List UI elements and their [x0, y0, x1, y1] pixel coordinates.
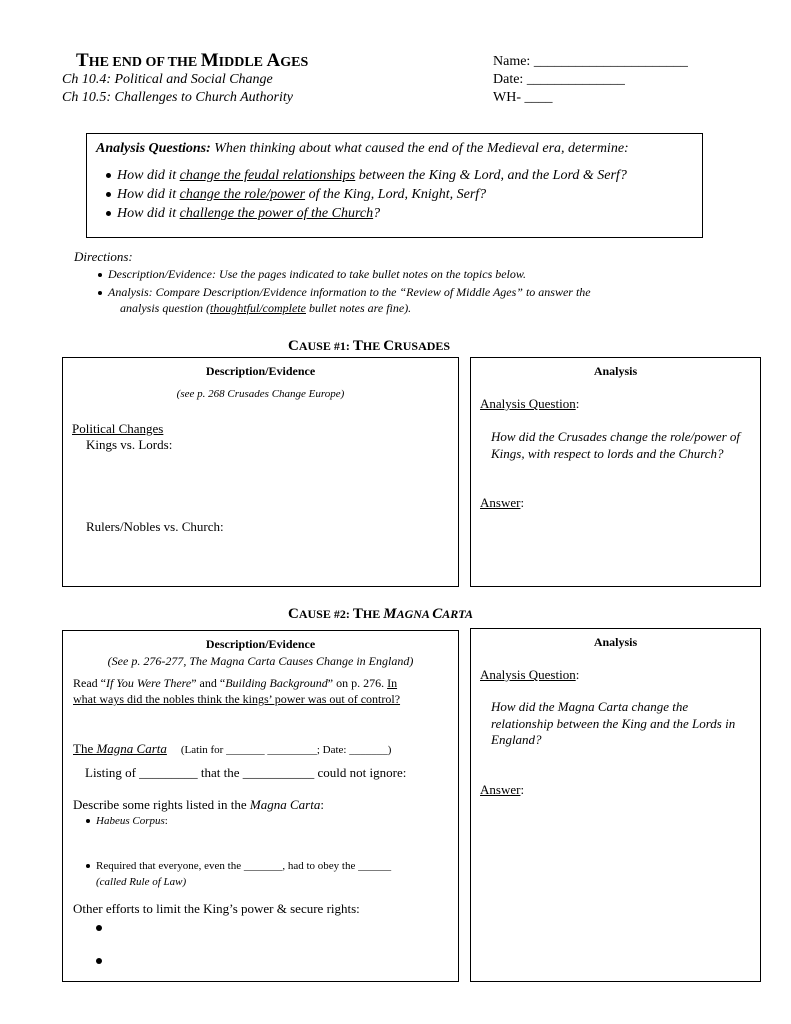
- bullet-icon: [106, 211, 111, 216]
- other-efforts-line: Other efforts to limit the King’s power & secure rights:: [73, 901, 360, 916]
- name-field[interactable]: Name: ______________________: [493, 54, 688, 69]
- bullet-icon: [86, 864, 90, 868]
- date-field[interactable]: Date: ______________: [493, 72, 625, 87]
- bullet-icon: [106, 173, 111, 178]
- direction-1: Description/Evidence: Use the pages indicated to take bullet notes on the topics below.: [98, 267, 526, 282]
- cause-1-analysis-question-label: Analysis Question:: [480, 396, 580, 411]
- cause-1-analysis-title: Analysis: [593, 364, 638, 378]
- wh-field[interactable]: WH- ____: [493, 90, 553, 105]
- cause-2-analysis-question-label: Analysis Question:: [480, 667, 580, 682]
- cause-1-answer-label: Answer:: [480, 495, 525, 510]
- direction-2: Analysis: Compare Description/Evidence information to the “Review of Middle Ages” to answer the: [98, 285, 591, 300]
- cause-2-analysis-question: How did the Magna Carta change the relationship between the King and the Lords in England?: [491, 699, 736, 747]
- analysis-question-2: How did it change the role/power of the King, Lord, Knight, Serf?: [106, 187, 486, 203]
- read-instruction-question: what ways did the nobles think the kings’ power was out of control?: [73, 692, 401, 706]
- analysis-question-3: How did it challenge the power of the Church?: [106, 206, 380, 222]
- bullet-icon: [98, 273, 102, 277]
- analysis-questions-lead: Analysis Questions: When thinking about what caused the end of the Medieval era, determine:: [96, 141, 629, 156]
- bullet-icon: [96, 925, 102, 931]
- kings-vs-lords-label: Kings vs. Lords:: [86, 437, 173, 452]
- cause-1-analysis-box[interactable]: [470, 357, 761, 587]
- listing-line: Listing of _________ that the ___________ could not ignore:: [85, 765, 407, 780]
- cause-1-evidence-title: Description/Evidence: [205, 364, 316, 378]
- bullet-icon: [98, 291, 102, 295]
- cause-2-heading: CAUSE #2: THE MAGNA CARTA: [288, 606, 473, 622]
- bullet-icon: [86, 819, 90, 823]
- political-changes-label: Political Changes: [72, 421, 164, 436]
- cause-2-analysis-title: Analysis: [593, 635, 638, 649]
- cause-1-analysis-question: How did the Crusades change the role/power of Kings, with respect to lords and the Church?: [491, 429, 741, 461]
- rule-of-law-item: Required that everyone, even the _______, had to obey the ______: [86, 860, 391, 872]
- bullet-icon: [96, 958, 102, 964]
- rule-of-law-note: (called Rule of Law): [96, 876, 187, 888]
- habeus-corpus-item: Habeus Corpus:: [86, 815, 168, 827]
- analysis-question-1: How did it change the feudal relationships between the King & Lord, and the Lord & Serf?: [106, 168, 627, 184]
- cause-2-page-ref: (See p. 276-277, The Magna Carta Causes Change in England): [107, 654, 414, 668]
- cause-1-page-ref: (see p. 268 Crusades Change Europe): [176, 388, 345, 400]
- direction-2-cont: analysis question (thoughtful/complete bullet notes are fine).: [120, 301, 412, 315]
- subtitle-chapter-10-4: Ch 10.4: Political and Social Change: [62, 72, 273, 87]
- directions-label: Directions:: [74, 249, 133, 264]
- cause-2-evidence-title: Description/Evidence: [205, 637, 316, 651]
- describe-rights-line: Describe some rights listed in the Magna Carta:: [73, 797, 324, 812]
- page-title: THE END OF THE MIDDLE AGES: [76, 50, 309, 71]
- cause-2-answer-label: Answer:: [480, 782, 525, 797]
- rulers-vs-church-label: Rulers/Nobles vs. Church:: [86, 519, 224, 534]
- bullet-icon: [106, 192, 111, 197]
- read-instruction: Read “If You Were There” and “Building Background” on p. 276. In: [73, 676, 398, 690]
- subtitle-chapter-10-5: Ch 10.5: Challenges to Church Authority: [62, 90, 293, 105]
- magna-carta-latin-line: The Magna Carta (Latin for _______ _________; Date: _______): [73, 741, 392, 756]
- cause-1-heading: CAUSE #1: THE CRUSADES: [288, 338, 451, 354]
